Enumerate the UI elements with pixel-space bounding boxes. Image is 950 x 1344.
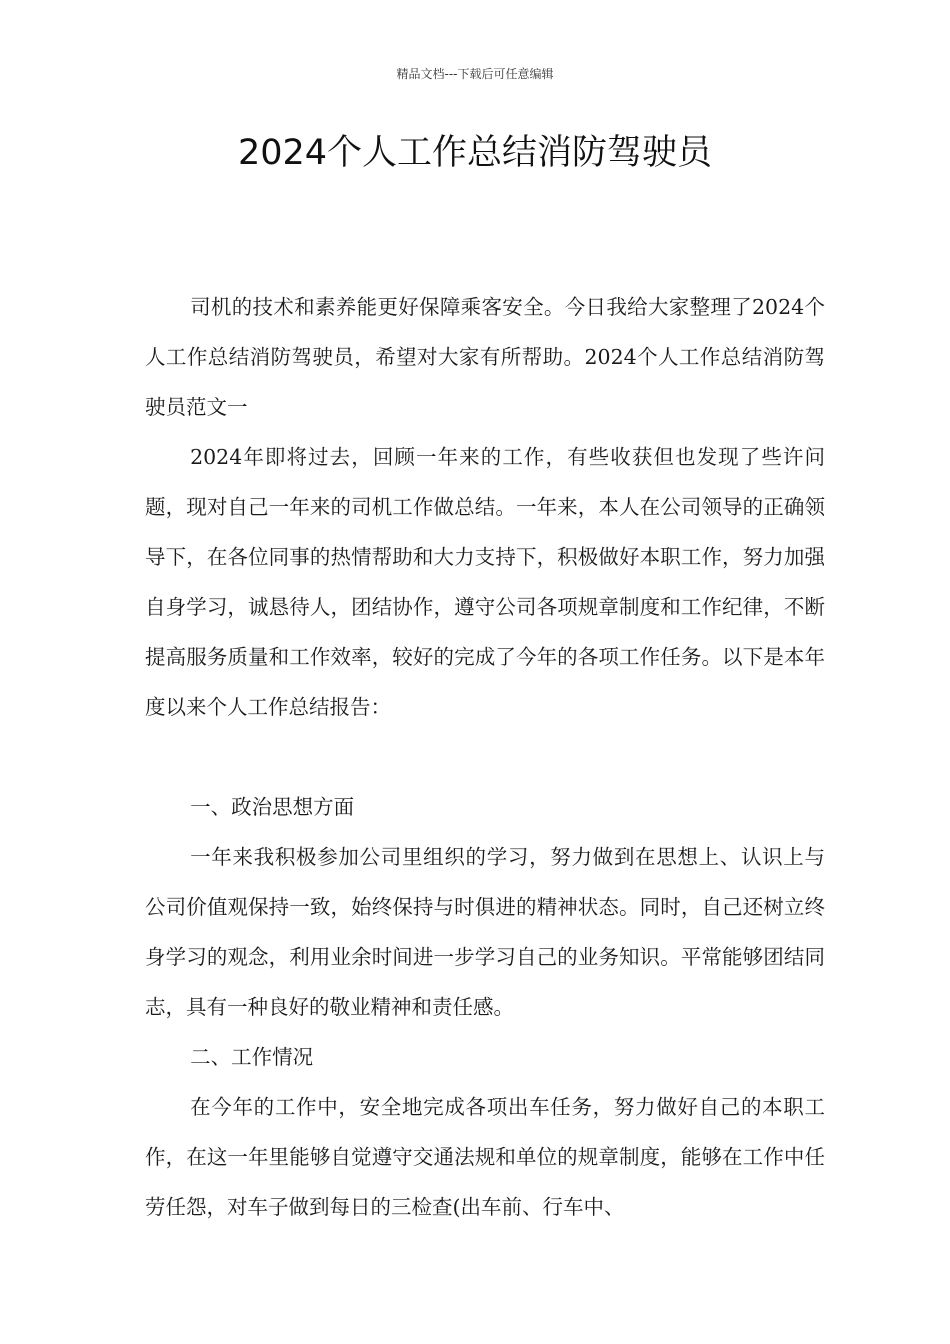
document-body	[145, 282, 825, 1232]
paragraph-intro: 司机的技术和素养能更好保障乘客安全。今日我给大家整理了2024个人工作总结消防驾驶员，希望对大家有所帮助。2024个人工作总结消防驾驶员范文一	[145, 295, 825, 419]
paragraph-work: 在今年的工作中，安全地完成各项出车任务，努力做好自己的本职工作，在这一年里能够自觉遵守交通法规和单位的规章制度，能够在工作中任劳任怨，对车子做到每日的三检查(出车前、行车中、	[145, 1095, 825, 1219]
paragraph-summary: 2024年即将过去，回顾一年来的工作，有些收获但也发现了些许问题，现对自己一年来的司机工作做总结。一年来，本人在公司领导的正确领导下，在各位同事的热情帮助和大力支持下，积极做好本职工作，努力加强自身学习，诚恳待人，团结协作，遵守公司各项规章制度和工作纪律，不断提高服务质量和工作效率，较好的完成了今年的各项工作任务。以下是本年度以来个人工作总结报告：	[145, 445, 825, 719]
section-heading-politics: 一、政治思想方面	[190, 795, 355, 819]
paragraph-spacer	[145, 732, 825, 782]
header-note: 精品文档---下载后可任意编辑	[396, 67, 554, 81]
section-heading-work: 二、工作情况	[190, 1045, 314, 1069]
document-title: 2024个人工作总结消防驾驶员	[237, 133, 713, 173]
paragraph-politics: 一年来我积极参加公司里组织的学习，努力做到在思想上、认识上与公司价值观保持一致，始终保持与时俱进的精神状态。同时，自己还树立终身学习的观念，利用业余时间进一步学习自己的业务知识。平常能够团结同志，具有一种良好的敬业精神和责任感。	[145, 845, 825, 1019]
